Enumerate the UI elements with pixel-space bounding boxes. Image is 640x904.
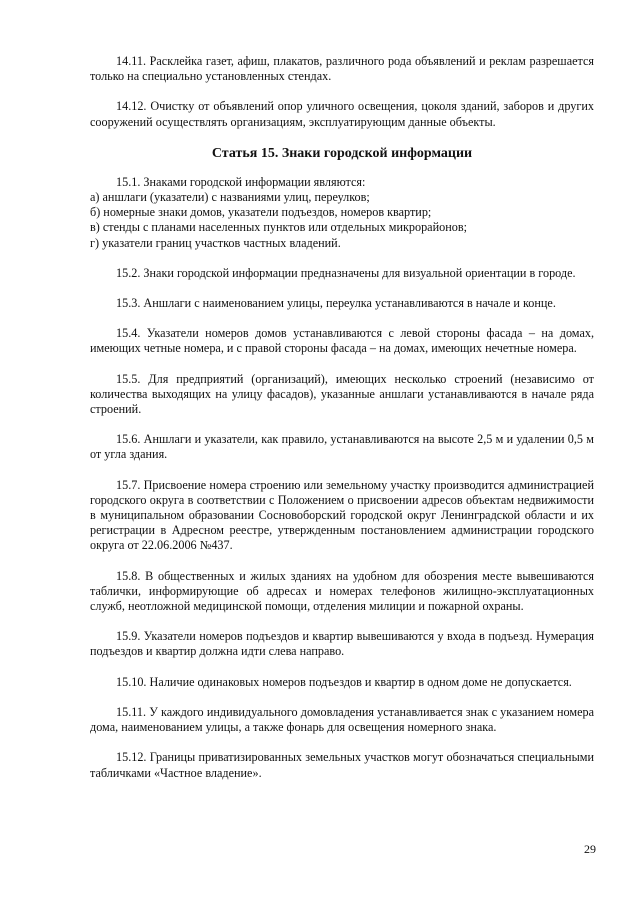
paragraph-14-11: 14.11. Расклейка газет, афиш, плакатов, различного рода объявлений и реклам разрешается только на специально установленных стендах. — [90, 54, 594, 84]
paragraph-15-10: 15.10. Наличие одинаковых номеров подъездов и квартир в одном доме не допускается. — [116, 674, 572, 689]
paragraph-14-12: 14.12. Очистку от объявлений опор уличного освещения, цоколя зданий, заборов и других сооружений осуществлять организациям, эксплуатирующим данные объекты. — [90, 99, 594, 129]
paragraph-15-8: 15.8. В общественных и жилых зданиях на удобном для обозрения месте вывешиваются таблички, информирующие об адресах и номерах телефонов жилищно-эксплуатационных служб, неотложной медицинской помощи, отделения милиции и пожарной охраны. — [90, 568, 594, 614]
paragraph-15-11: 15.11. У каждого индивидуального домовладения устанавливается знак с указанием номера дома, наименованием улицы, а также фонарь для освещения номерного знака. — [90, 704, 594, 735]
paragraph-15-6: 15.6. Аншлаги и указатели, как правило, устанавливаются на высоте 2,5 м и удалении 0,5 м от угла здания. — [90, 432, 594, 462]
article-heading: Статья 15. Знаки городской информации — [211, 145, 473, 161]
page-number: 29 — [584, 842, 596, 856]
list-item: б) номерные знаки домов, указатели подъездов, номеров квартир; — [90, 205, 432, 220]
paragraph-15-9: 15.9. Указатели номеров подъездов и квартир вывешиваются у входа в подъезд. Нумерация подъездов и квартир должна идти слева направо. — [90, 629, 594, 659]
list-15-1 — [90, 175, 594, 251]
paragraph-15-3: 15.3. Аншлаги с наименованием улицы, переулка устанавливаются в начале и конце. — [116, 296, 556, 311]
list-item: а) аншлаги (указатели) с названиями улиц, переулков; — [90, 190, 370, 205]
paragraph-15-12: 15.12. Границы приватизированных земельных участков могут обозначаться специальными табличками «Частное владение». — [90, 750, 594, 780]
paragraph-15-4: 15.4. Указатели номеров домов устанавливаются с левой стороны фасада – на домах, имеющих четные номера, и с правой стороны фасада – на домах, имеющих нечетные номера. — [90, 326, 594, 356]
document-page — [90, 54, 594, 781]
paragraph-15-5: 15.5. Для предприятий (организаций), имеющих несколько строений (независимо от количества выходящих на улицу фасадов), указанные аншлаги устанавливаются в начале ряда строений. — [90, 371, 594, 417]
list-item: в) стенды с планами населенных пунктов или отдельных микрорайонов; — [90, 220, 467, 235]
list-item: г) указатели границ участков частных владений. — [90, 235, 341, 250]
paragraph-15-2: 15.2. Знаки городской информации предназначены для визуальной ориентации в городе. — [116, 265, 576, 280]
paragraph-15-7: 15.7. Присвоение номера строению или земельному участку производится администрацией городского округа в соответствии с Положением о присвоении адресов объектам недвижимости в муниципальном образовании Сосновоборский городской округ Ленинградской области и их регистрации в Адресном реестре, утвержденным постановлением администрации городского округа от 22.06.2006 №437. — [90, 477, 594, 553]
list-intro: 15.1. Знаками городской информации являются: — [116, 174, 366, 189]
